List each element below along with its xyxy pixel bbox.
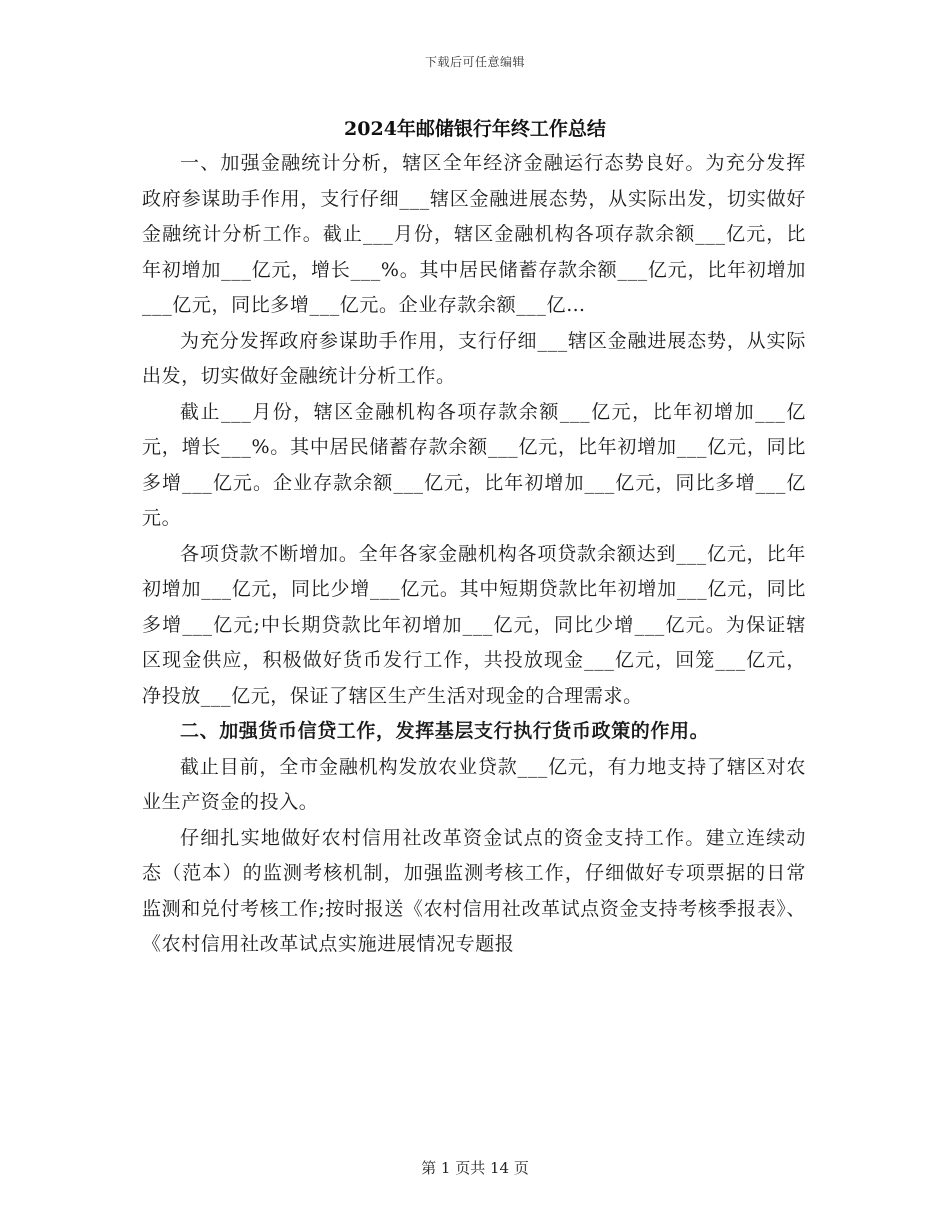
paragraph-2: 为充分发挥政府参谋助手作用，支行仔细___辖区金融进展态势，从实际出发，切实做好金融统计分析工作。 <box>142 329 806 387</box>
header-note: 下载后可任意编辑 <box>424 55 525 69</box>
page-number: 第 1 页共 14 页 <box>421 1159 529 1177</box>
paragraph-1: 一、加强金融统计分析，辖区全年经济金融运行态势良好。为充分发挥政府参谋助手作用，支行仔细___辖区金融进展态势，从实际出发，切实做好金融统计分析工作。截止___月份，辖区金融机构各项存款余额___亿元，比年初增加___亿元，增长___%。其中居民储蓄存款余额___亿元，比年初增加___亿元，同比多增___亿元。企业存款余额___亿… <box>142 152 806 316</box>
paragraph-5: 截止目前，全市金融机构发放农业贷款___亿元，有力地支持了辖区对农业生产资金的投入。 <box>142 755 806 813</box>
document-title: 2024年邮储银行年终工作总结 <box>344 118 606 140</box>
paragraph-4: 各项贷款不断增加。全年各家金融机构各项贷款余额达到___亿元，比年初增加___亿元，同比少增___亿元。其中短期贷款比年初增加___亿元，同比多增___亿元;中长期贷款比年初增加___亿元，同比少增___亿元。为保证辖区现金供应，积极做好货币发行工作，共投放现金___亿元，回笼___亿元，净投放___亿元，保证了辖区生产生活对现金的合理需求。 <box>142 542 806 707</box>
paragraph-3: 截止___月份，辖区金融机构各项存款余额___亿元，比年初增加___亿元，增长___%。其中居民储蓄存款余额___亿元，比年初增加___亿元，同比多增___亿元。企业存款余额___亿元，比年初增加___亿元，同比多增___亿元。 <box>142 400 806 529</box>
paragraph-6: 仔细扎实地做好农村信用社改革资金试点的资金支持工作。建立连续动态（范本）的监测考核机制，加强监测考核工作，仔细做好专项票据的日常监测和兑付考核工作;按时报送《农村信用社改革试点资金支持考核季报表》、《农村信用社改革试点实施进展情况专题报 <box>142 826 806 955</box>
document-body <box>142 146 806 963</box>
section-heading-2: 二、加强货币信贷工作，发挥基层支行执行货币政策的作用。 <box>180 720 710 742</box>
